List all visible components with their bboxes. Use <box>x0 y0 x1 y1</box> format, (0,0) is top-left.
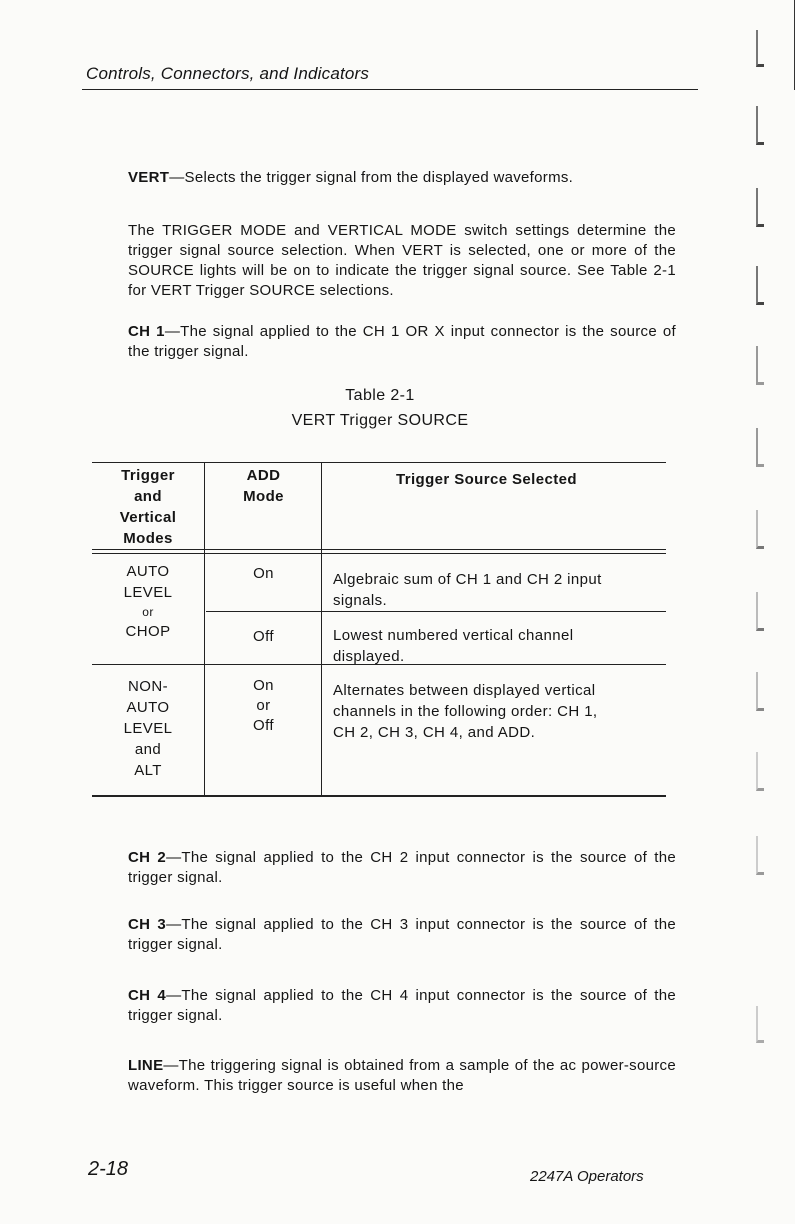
edge-tab-mark <box>756 188 764 227</box>
table-inner-rule <box>206 611 666 612</box>
page-number: 2-18 <box>88 1158 129 1180</box>
edge-tab-mark <box>756 752 764 791</box>
table-bottom-rule <box>92 795 666 797</box>
header-rule <box>82 89 698 90</box>
table-top-rule <box>92 462 666 463</box>
ch4-term: CH 4 <box>128 987 167 1004</box>
line-term: LINE <box>128 1057 164 1074</box>
table-header-modes <box>92 465 204 549</box>
source-line: channels in the following order: CH 1, <box>333 703 598 720</box>
header-line: and <box>134 488 162 505</box>
group1-add-on: On <box>253 565 274 582</box>
ch2-paragraph <box>128 848 676 888</box>
table-caption-title: VERT Trigger SOURCE <box>291 412 469 429</box>
mode-line: NON- <box>128 678 168 695</box>
group1-add-off: Off <box>253 628 274 645</box>
edge-tab-mark <box>756 672 764 711</box>
mode-line: LEVEL <box>123 584 173 601</box>
ch4-description: —The signal applied to the CH 4 input connector is the source of the trigger signal. <box>128 987 676 1024</box>
edge-tab-mark <box>756 106 764 145</box>
table-header-source: Trigger Source Selected <box>396 471 577 488</box>
vert-term: VERT <box>128 169 170 186</box>
header-line: Mode <box>243 488 284 505</box>
add-line: or <box>256 697 271 714</box>
header-line: Trigger <box>121 467 175 484</box>
header-line: Vertical <box>119 509 177 526</box>
source-line: displayed. <box>333 648 405 665</box>
line-description: —The triggering signal is obtained from a sample of the ac power-source waveform. This trigger source is useful when the <box>128 1057 676 1094</box>
manual-title: 2247A Operators <box>530 1168 644 1185</box>
edge-tab-mark <box>756 510 764 549</box>
add-line: On <box>253 677 274 694</box>
header-line: ADD <box>246 467 281 484</box>
source-line: signals. <box>333 592 388 609</box>
header-line: Modes <box>123 530 173 547</box>
ch3-description: —The signal applied to the CH 3 input connector is the source of the trigger signal. <box>128 916 676 953</box>
mode-line: CHOP <box>125 623 171 640</box>
mode-line: AUTO <box>126 699 170 716</box>
ch2-term: CH 2 <box>128 849 167 866</box>
mode-line: LEVEL <box>123 720 173 737</box>
ch2-description: —The signal applied to the CH 2 input connector is the source of the trigger signal. <box>128 849 676 886</box>
edge-tab-mark <box>756 30 764 67</box>
table-header-rule-2 <box>92 553 666 554</box>
edge-tab-mark <box>756 428 764 467</box>
line-paragraph <box>128 1056 676 1096</box>
edge-tab-mark <box>756 592 764 631</box>
add-line: Off <box>253 717 274 734</box>
group2-modes <box>92 676 204 781</box>
ch3-paragraph <box>128 915 676 955</box>
vert-paragraph <box>128 168 676 188</box>
ch1-paragraph <box>128 322 676 362</box>
ch1-term: CH 1 <box>128 323 165 340</box>
edge-tab-mark <box>756 266 764 305</box>
table-header-add-mode <box>206 465 321 507</box>
running-header: Controls, Connectors, and Indicators <box>86 64 370 83</box>
group2-source <box>333 680 653 743</box>
group1-source-off <box>333 625 653 667</box>
source-line: Lowest numbered vertical channel <box>333 627 574 644</box>
table-caption-number: Table 2-1 <box>345 387 415 404</box>
edge-tab-mark <box>756 1006 764 1043</box>
edge-tab-mark <box>756 346 764 385</box>
mode-line: or <box>142 605 154 619</box>
mode-line: and <box>134 741 162 758</box>
group2-add <box>206 676 321 736</box>
source-line: Algebraic sum of CH 1 and CH 2 input <box>333 571 602 588</box>
edge-tab-mark <box>756 836 764 875</box>
vert-description: —Selects the trigger signal from the displayed waveforms. <box>169 169 574 186</box>
mode-line: AUTO <box>126 563 170 580</box>
table-col-divider-1 <box>204 462 205 796</box>
source-line: Alternates between displayed vertical <box>333 682 596 699</box>
group1-modes <box>92 561 204 642</box>
mode-line: ALT <box>134 762 162 779</box>
ch1-description: —The signal applied to the CH 1 OR X input connector is the source of the trigger signal. <box>128 323 677 360</box>
ch3-term: CH 3 <box>128 916 167 933</box>
source-line: CH 2, CH 3, CH 4, and ADD. <box>333 724 536 741</box>
group1-source-on <box>333 569 653 611</box>
mode-paragraph: The TRIGGER MODE and VERTICAL MODE switch settings determine the trigger signal source selection. When VERT is selected, one or more of the SOURCE lights will be on to indicate the trigger signal source. See Table 2-1 for VERT Trigger SOURCE selections. <box>128 222 676 299</box>
table-col-divider-2 <box>321 462 322 796</box>
table-header-rule-1 <box>92 549 666 550</box>
ch4-paragraph <box>128 986 676 1026</box>
